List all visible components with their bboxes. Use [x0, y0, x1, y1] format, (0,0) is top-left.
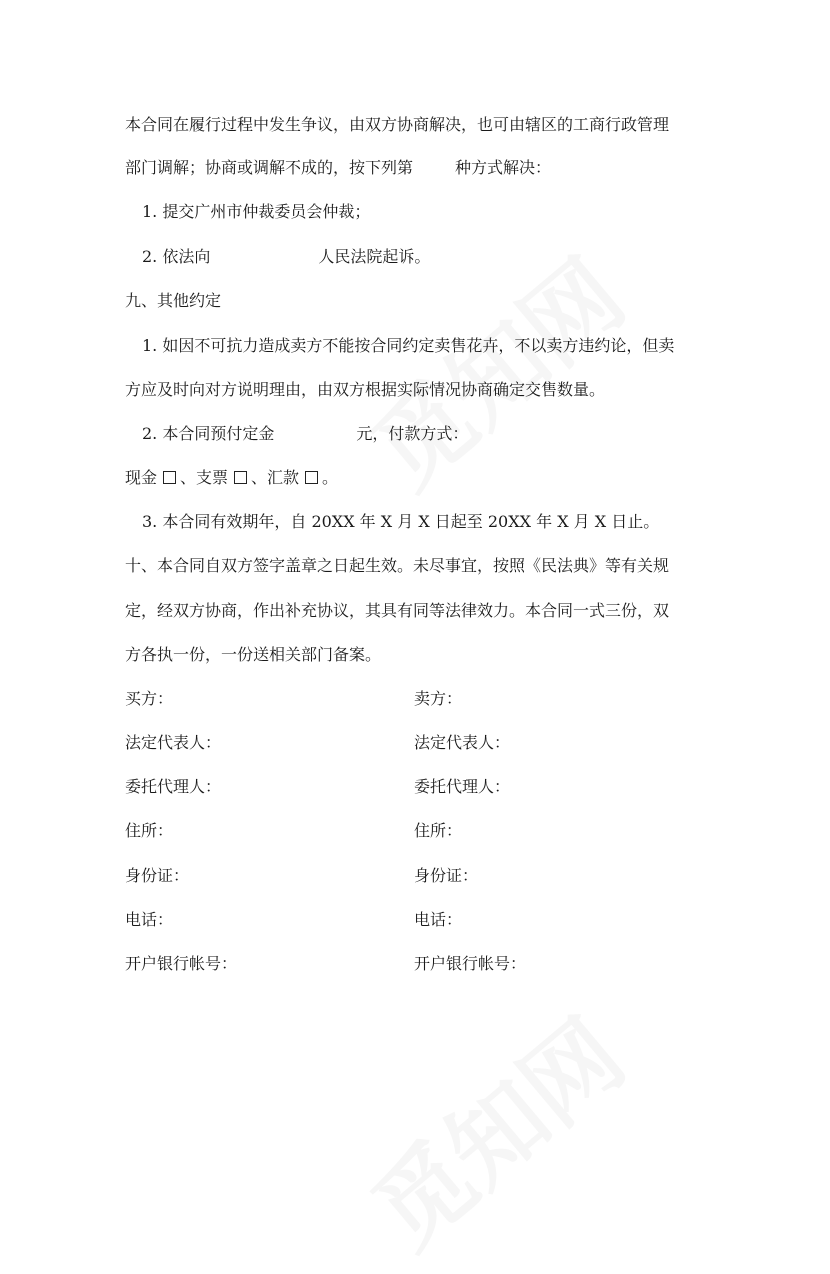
- watermark: [340, 983, 649, 1273]
- option-label-cash: 现金: [125, 468, 158, 487]
- seller-field: 住所：: [414, 821, 463, 840]
- buyer-field: 委托代理人：: [125, 777, 222, 796]
- checkbox-cash[interactable]: [163, 471, 176, 484]
- seller-field: 身份证：: [414, 866, 479, 885]
- seller-field: 电话：: [414, 910, 463, 929]
- clause-text-part: 2. 本合同预付定金: [142, 424, 275, 443]
- list-item: [142, 423, 468, 445]
- clause-text-part: 元，付款方式：: [356, 424, 469, 443]
- list-item: 3. 本合同有效期年，自 20XX 年 X 月 X 日起至 20XX 年 X 月 X 日止。: [142, 512, 660, 531]
- clause-text-part: 部门调解；协商或调解不成的，按下列第: [125, 158, 414, 177]
- clause-text-part: 人民法院起诉。: [318, 247, 431, 266]
- clause-text-part: 2. 依法向: [142, 247, 211, 266]
- buyer-field: 买方：: [125, 689, 174, 708]
- option-label-remit: 、汇款: [251, 468, 300, 487]
- buyer-field: 开户银行帐号：: [125, 954, 238, 973]
- clause-text: 本合同在履行过程中发生争议，由双方协商解决，也可由辖区的工商行政管理: [125, 115, 670, 134]
- clause-text-part: 种方式解决：: [455, 158, 552, 177]
- buyer-field: 住所：: [125, 821, 174, 840]
- buyer-field: 法定代表人：: [125, 733, 222, 752]
- seller-field: 委托代理人：: [414, 777, 511, 796]
- clause-text: 方应及时向对方说明理由，由双方根据实际情况协商确定交售数量。: [125, 380, 606, 399]
- section-heading: 九、其他约定: [125, 291, 222, 310]
- list-item: [142, 246, 430, 268]
- clause-text: [125, 157, 551, 179]
- buyer-field: 电话：: [125, 910, 174, 929]
- clause-text: 定，经双方协商，作出补充协议，其具有同等法律效力。本合同一式三份，双: [125, 601, 670, 620]
- clause-text: 方各执一份，一份送相关部门备案。: [125, 645, 382, 664]
- section-heading: 十、本合同自双方签字盖章之日起生效。未尽事宜，按照《民法典》等有关规: [125, 556, 670, 575]
- checkbox-remit[interactable]: [305, 471, 318, 484]
- seller-field: 开户银行帐号：: [414, 954, 527, 973]
- checkbox-check[interactable]: [234, 471, 247, 484]
- list-item: 1. 提交广州市仲裁委员会仲裁；: [142, 202, 371, 221]
- list-item: 1. 如因不可抗力造成卖方不能按合同约定卖售花卉，不以卖方违约论，但卖: [142, 336, 675, 355]
- seller-field: 卖方：: [414, 689, 463, 708]
- punctuation: 。: [322, 468, 339, 487]
- buyer-field: 身份证：: [125, 866, 190, 885]
- payment-options: [125, 467, 338, 489]
- option-label-check: 、支票: [180, 468, 229, 487]
- seller-field: 法定代表人：: [414, 733, 511, 752]
